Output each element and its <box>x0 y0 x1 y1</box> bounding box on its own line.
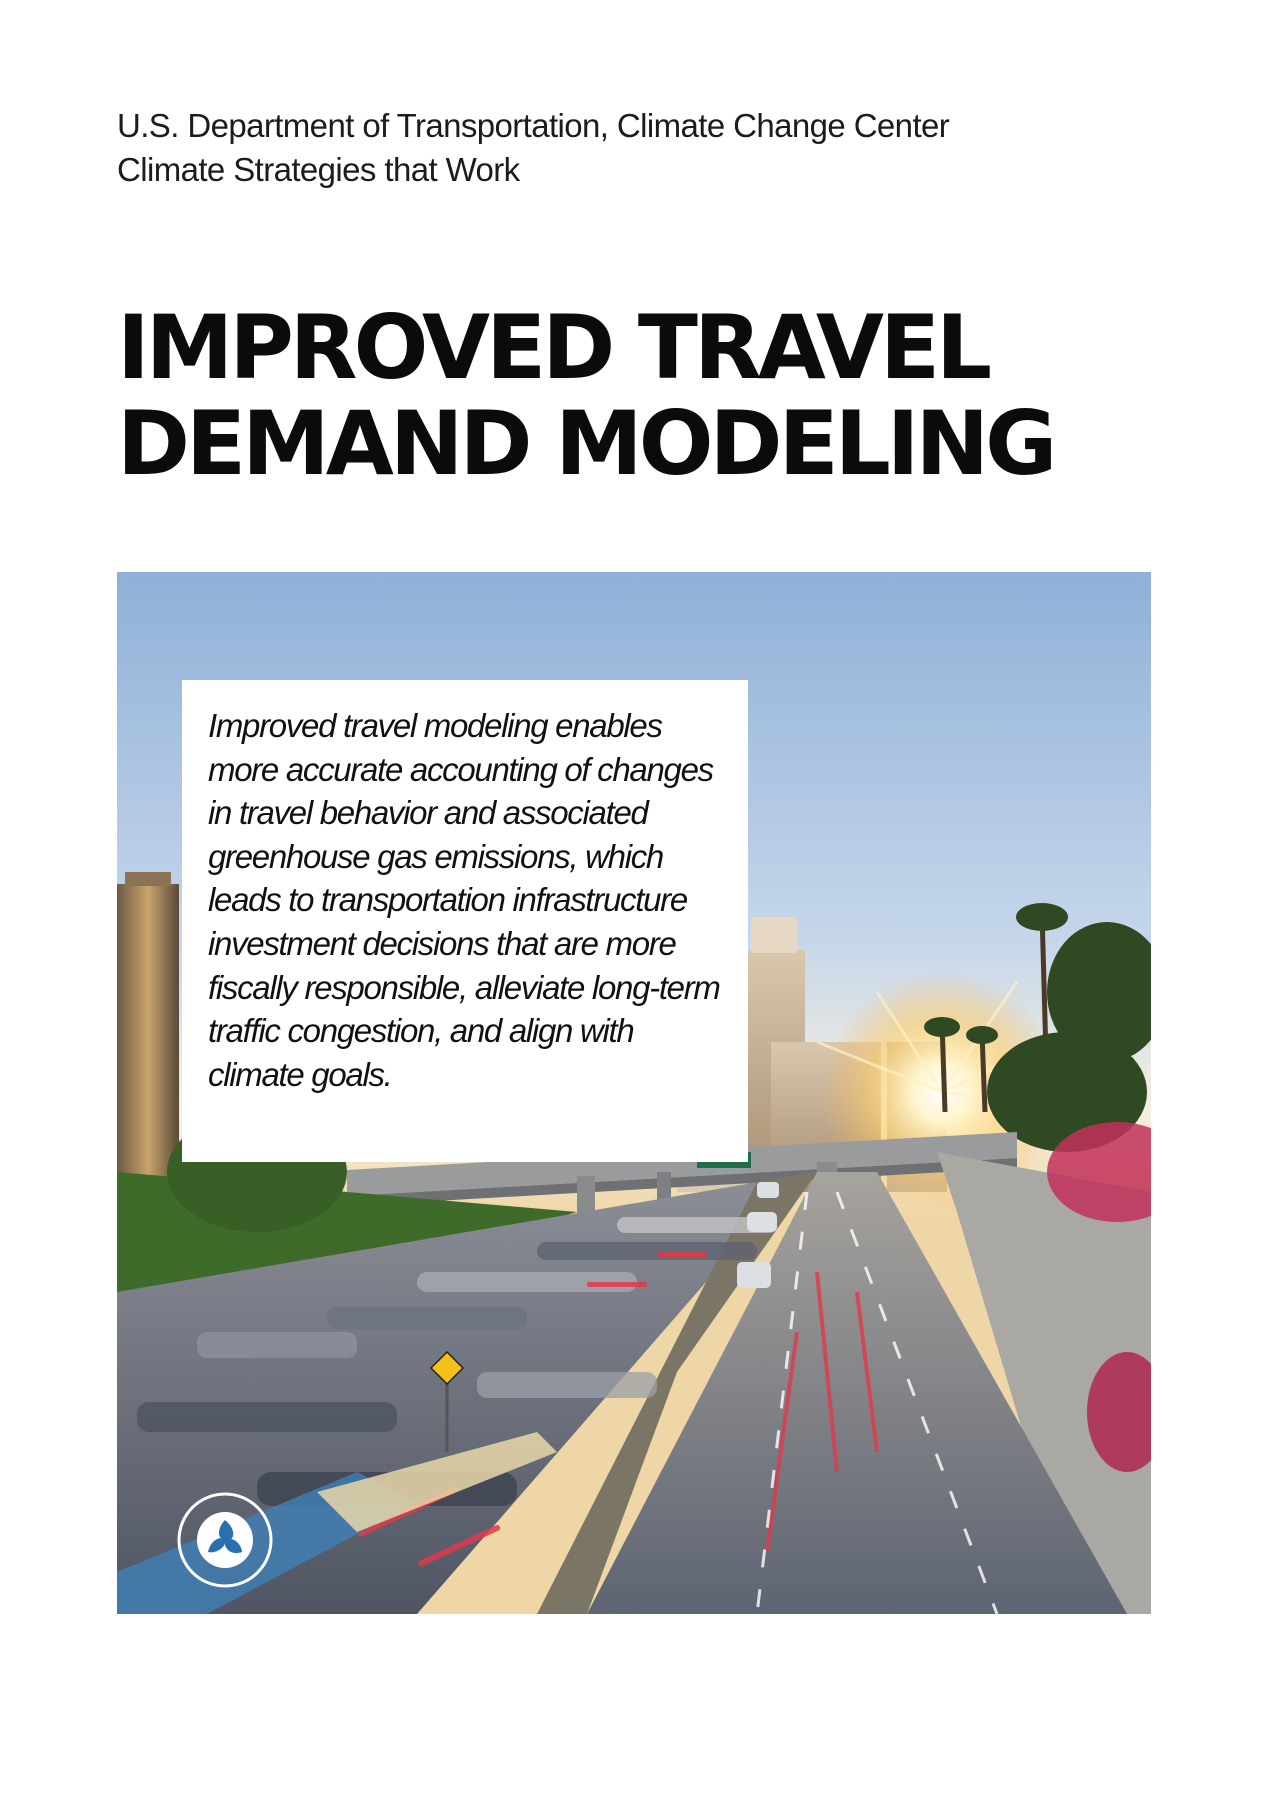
page-title-line-1: IMPROVED TRAVEL <box>117 296 989 399</box>
page-title-line-2: DEMAND MODELING <box>117 392 1054 495</box>
header-organization: U.S. Department of Transportation, Climate Change Center <box>117 107 950 144</box>
header-series: Climate Strategies that Work <box>117 151 520 188</box>
callout-box <box>182 680 748 1162</box>
callout-text: Improved travel modeling enables more accurate accounting of changes in travel behavior and associated greenhouse gas emissions, which leads to transportation infrastructure investment decisions that are more fiscally responsible, alleviate long-term traffic congestion, and align with climate goals. <box>208 707 720 1093</box>
dot-seal-logo <box>175 1490 275 1590</box>
header <box>117 104 949 192</box>
page-title <box>117 296 1054 495</box>
